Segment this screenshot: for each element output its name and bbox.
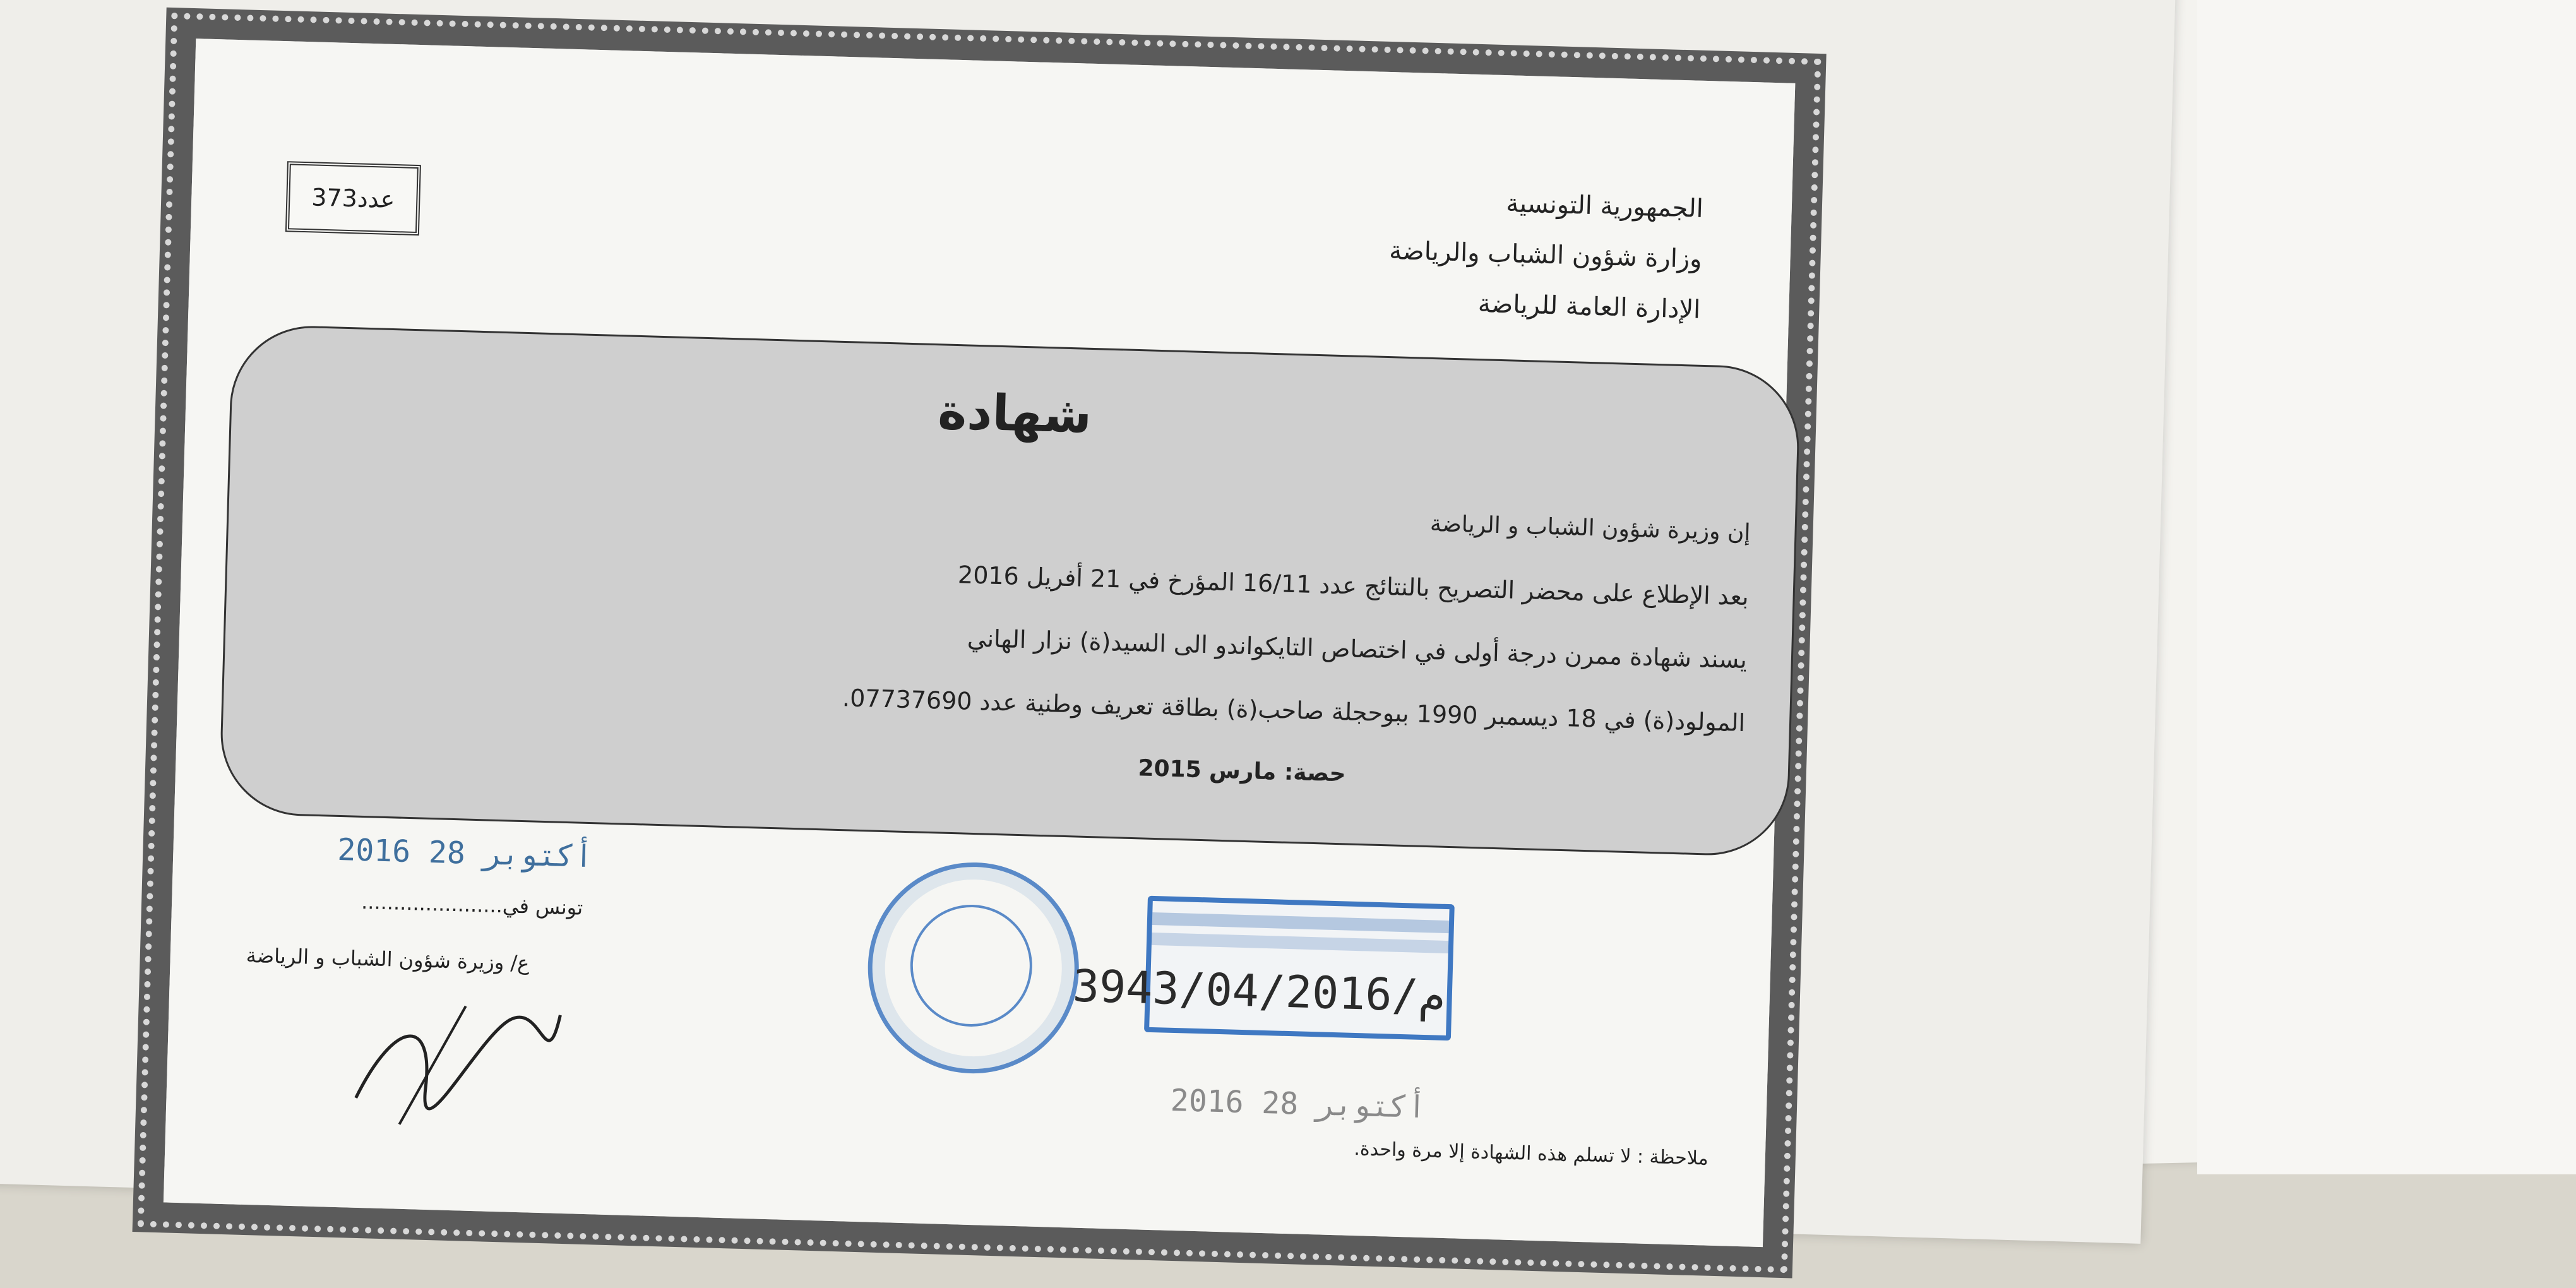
header-directorate: الإدارة العامة للرياضة: [1477, 289, 1701, 325]
ornamental-border: [133, 8, 1827, 1279]
line-birth: المولود(ة) في 18 ديسمبر 1990 ببوحجلة صاحب(ة) بطاقة تعريف وطنية عدد 07737690.: [842, 684, 1746, 737]
footnote: ملاحظة : لا تسلم هذه الشهادة إلا مرة واحدة.: [1354, 1138, 1709, 1170]
number-value: 373: [311, 183, 358, 213]
line-reference: بعد الإطلاع على محضر التصريح بالنتائج عدد 16/11 المؤرخ في 21 أفريل 2016: [957, 561, 1750, 611]
signature-scribble: [342, 990, 574, 1148]
header-ministry: وزارة شؤون الشباب والرياضة: [1388, 236, 1703, 274]
line-award: يسند شهادة ممرن درجة أولى في اختصاص التايكواندو الى السيد(ة) نزار الهاني: [967, 624, 1748, 674]
reference-number: 3943/04/2016/م: [1071, 960, 1446, 1022]
certificate-number-box: [285, 161, 421, 236]
certificate-panel: [218, 324, 1801, 857]
number-label: عدد: [357, 184, 396, 214]
official-round-seal: [865, 859, 1082, 1076]
signatory: ع/ وزيرة شؤون الشباب و الرياضة: [246, 943, 530, 975]
session-value: مارس 2015: [1137, 755, 1277, 785]
certificate-title: شهادة: [937, 383, 1093, 444]
certificate-body: [164, 39, 1795, 1247]
session-label: حصة: [1292, 760, 1347, 787]
line-session: حصة: مارس 2015: [1137, 755, 1347, 787]
date-stamp-top: 2016 أكتوبر 28: [337, 832, 593, 875]
date-stamp-bottom: 2016 أكتوبر 28: [1170, 1082, 1427, 1126]
header-country: الجمهورية التونسية: [1505, 189, 1704, 224]
paper-edge: [2197, 0, 2576, 1174]
line-minister: إن وزيرة شؤون الشباب و الرياضة: [1429, 510, 1751, 546]
place-line: تونس في......................: [361, 889, 583, 920]
